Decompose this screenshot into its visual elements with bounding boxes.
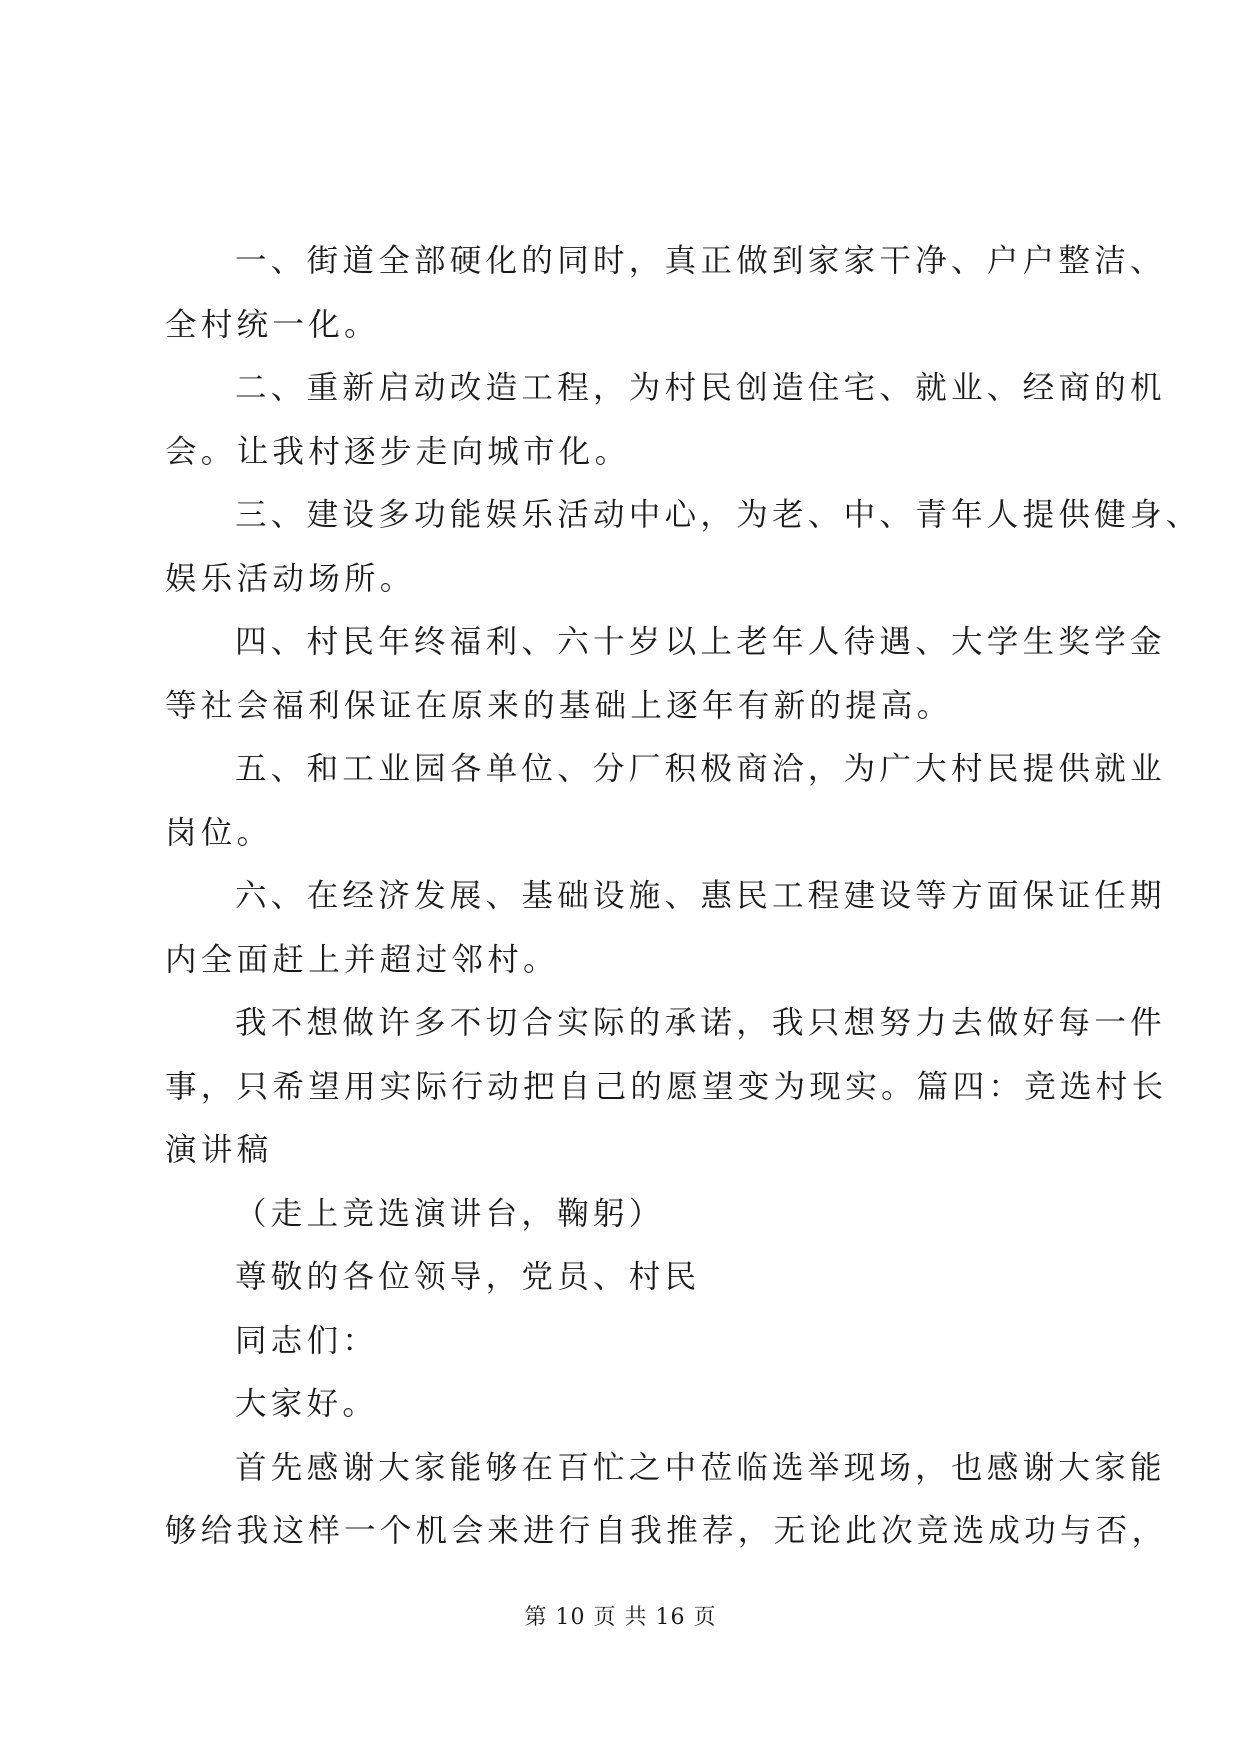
text-line: 事，只希望用实际行动把自己的愿望变为现实。篇四：竞选村长	[165, 1068, 1168, 1105]
text-line: 三、建设多功能娱乐活动中心，为老、中、青年人提供健身、	[235, 497, 1202, 533]
text-line: 娱乐活动场所。	[165, 560, 416, 597]
text-line: 大家好。	[235, 1386, 379, 1422]
text-line: 岗位。	[165, 814, 273, 851]
text-line: 一、街道全部硬化的同时，真正做到家家干净、户户整洁、	[235, 243, 1166, 279]
text-line: 我不想做许多不切合实际的承诺，我只想努力去做好每一件	[235, 1005, 1166, 1041]
text-line: 演讲稿	[165, 1132, 273, 1168]
document-body	[165, 230, 1202, 1564]
text-line: 二、重新启动改造工程，为村民创造住宅、就业、经商的机	[235, 370, 1166, 406]
text-line: 尊敬的各位领导，党员、村民	[235, 1259, 701, 1295]
text-line: 四、村民年终福利、六十岁以上老年人待遇、大学生奖学金	[235, 624, 1166, 660]
text-line: 五、和工业园各单位、分厂积极商洽，为广大村民提供就业	[235, 751, 1166, 787]
text-line: （走上竞选演讲台，鞠躬）	[235, 1195, 665, 1232]
page-footer: 第 10 页 共 16 页	[524, 1605, 717, 1630]
text-line: 内全面赶上并超过邻村。	[165, 941, 559, 978]
text-line: 同志们：	[235, 1322, 379, 1359]
text-line: 会。让我村逐步走向城市化。	[165, 433, 631, 470]
text-line: 六、在经济发展、基础设施、惠民工程建设等方面保证任期	[235, 878, 1166, 914]
text-line: 够给我这样一个机会来进行自我推荐，无论此次竞选成功与否，	[165, 1513, 1168, 1549]
text-line: 首先感谢大家能够在百忙之中莅临选举现场，也感谢大家能	[235, 1449, 1166, 1486]
text-line: 等社会福利保证在原来的基础上逐年有新的提高。	[165, 687, 953, 724]
text-line: 全村统一化。	[165, 306, 380, 343]
